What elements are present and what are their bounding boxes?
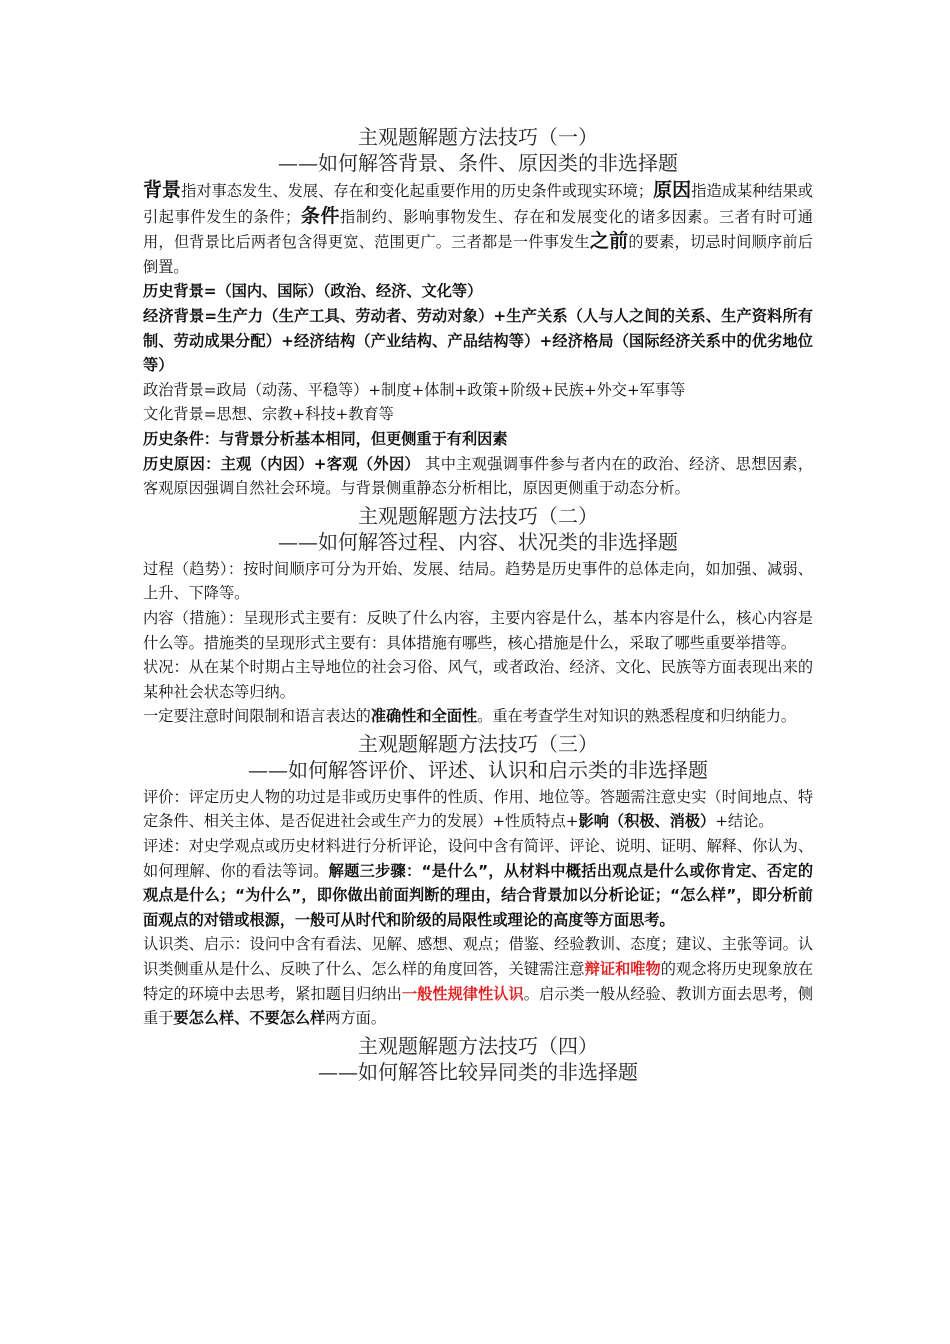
text: 指造成某种结果或引起事件发生的条件； [143, 182, 813, 226]
note-paragraph [143, 704, 813, 729]
term-background: 背景 [143, 179, 182, 201]
history-cause-label: 历史原因：主观（内因）+客观（外因） [143, 454, 421, 473]
text: 指对事态发生、发展、存在和变化起重要作用的历史条件或现实环境； [181, 182, 654, 200]
content-paragraph: 内容（措施）：呈现形式主要有：反映了什么内容，主要内容是什么，基本内容是什么，核心内容是什么等。措施类的呈现形式主要有：具体措施有哪些，核心措施是什么，采取了哪些重要举措等。 [143, 608, 813, 652]
section-2-title: 主观题解题方法技巧（二） [358, 503, 598, 528]
emphasis: 要怎么样、不要怎么样 [173, 1009, 326, 1028]
cultural-background-line: 文化背景=思想、宗教+科技+教育等 [143, 405, 394, 424]
insight-paragraph [143, 932, 813, 1030]
text: 两方面。 [325, 1009, 386, 1028]
term-before: 之前 [589, 230, 629, 253]
text: 评价：评定历史人物的功过是非或历史事件的性质、作用、地位等。答题需注意史实（时间地点、特定条件、相关主体、是否促进社会或生产力的发展）+性质特点+ [143, 787, 813, 831]
red-emphasis: 一般性规律性认识 [401, 984, 524, 1003]
text: 认识类、启示：设问中含有看法、见解、感想、观点；借鉴、经验教训、态度；建议、主张等词。认识类侧重从是什么、反映了什么、怎么样的角度回答，关键需注意 [143, 935, 813, 979]
review-paragraph [143, 834, 813, 932]
text: 的要素，切忌时间顺序前后倒置。 [143, 233, 813, 276]
section-2-subtitle: ——如何解答过程、内容、状况类的非选择题 [278, 529, 678, 554]
text: +结论。 [715, 812, 774, 831]
text: 。重在考查学生对知识的熟悉程度和归纳能力。 [477, 707, 797, 726]
status-paragraph: 状况：从在某个时期占主导地位的社会习俗、风气，或者政治、经济、文化、民族等方面表现出来的某种社会状态等归纳。 [143, 658, 813, 701]
red-emphasis: 辩证和唯物 [584, 960, 661, 979]
section-1-title: 主观题解题方法技巧（一） [358, 125, 598, 149]
section-1-subtitle: ——如何解答背景、条件、原因类的非选择题 [278, 151, 678, 175]
evaluation-paragraph [143, 785, 813, 834]
section-3-subtitle: ——如何解答评价、评述、认识和启示类的非选择题 [248, 757, 708, 782]
section-4-subtitle: ——如何解答比较异同类的非选择题 [318, 1059, 638, 1084]
text: 评述：对史学观点或历史材料进行分析评论，设问中含有简评、评论、说明、证明、解释、你认为、如何理解、你的看法等词。 [143, 837, 813, 880]
text: 的观念将历史现象放在特定的环境中去思考，紧扣题目归纳出 [143, 960, 814, 1003]
text: 。启示类一般从经验、教训方面去思考，侧重于 [143, 984, 814, 1028]
economic-background-paragraph: 经济背景=生产力（生产工具、劳动者、劳动对象）+生产关系（人与人之间的关系、生产资料所有制、劳动成果分配）+经济结构（产业结构、产品结构等）+经济格局（国际经济关系中的优劣地位等） [143, 306, 813, 375]
history-cause-paragraph [143, 452, 813, 501]
text: 其中主观强调事件参与者内在的政治、经济、思想因素，客观原因强调自然社会环境。与背景侧重静态分析相比，原因更侧重于动态分析。 [143, 454, 814, 498]
term-condition: 条件 [300, 204, 341, 227]
text: 指制约、影响事物发生、存在和发展变化的诸多因素。三者有时可通用，但背景比后两者包含得更宽、范围更广。三者都是一件事发生 [143, 207, 813, 252]
political-background-line: 政治背景=政局（动荡、平稳等）+制度+体制+政策+阶级+民族+外交+军事等 [143, 380, 686, 399]
term-cause: 原因 [653, 179, 692, 201]
history-background-line: 历史背景=（国内、国际）（政治、经济、文化等） [143, 282, 483, 301]
document-page [143, 124, 813, 1087]
emphasis: 影响（积极、消极） [578, 812, 716, 831]
emphasis: 准确性和全面性 [370, 707, 478, 726]
section-4-title: 主观题解题方法技巧（四） [358, 1033, 598, 1058]
text: 一定要注意时间限制和语言表达的 [143, 707, 371, 726]
emphasis: 解题三步骤：“是什么”，从材料中概括出观点是什么或你肯定、否定的观点是什么；“为什么”，即你做出前面判断的理由，结合背景加以分析论证；“怎么样”，即分析前面观点的对错或根源，一般可从时代和阶级的局限性或理论的高度等方面思考。 [143, 861, 814, 929]
history-condition-line: 历史条件：与背景分析基本相同，但更侧重于有利因素 [143, 429, 508, 448]
definition-paragraph [143, 178, 813, 279]
process-paragraph: 过程（趋势）：按时间顺序可分为开始、发展、结局。趋势是历史事件的总体走向，如加强、减弱、上升、下降等。 [143, 559, 813, 603]
section-3-title: 主观题解题方法技巧（三） [358, 731, 598, 756]
